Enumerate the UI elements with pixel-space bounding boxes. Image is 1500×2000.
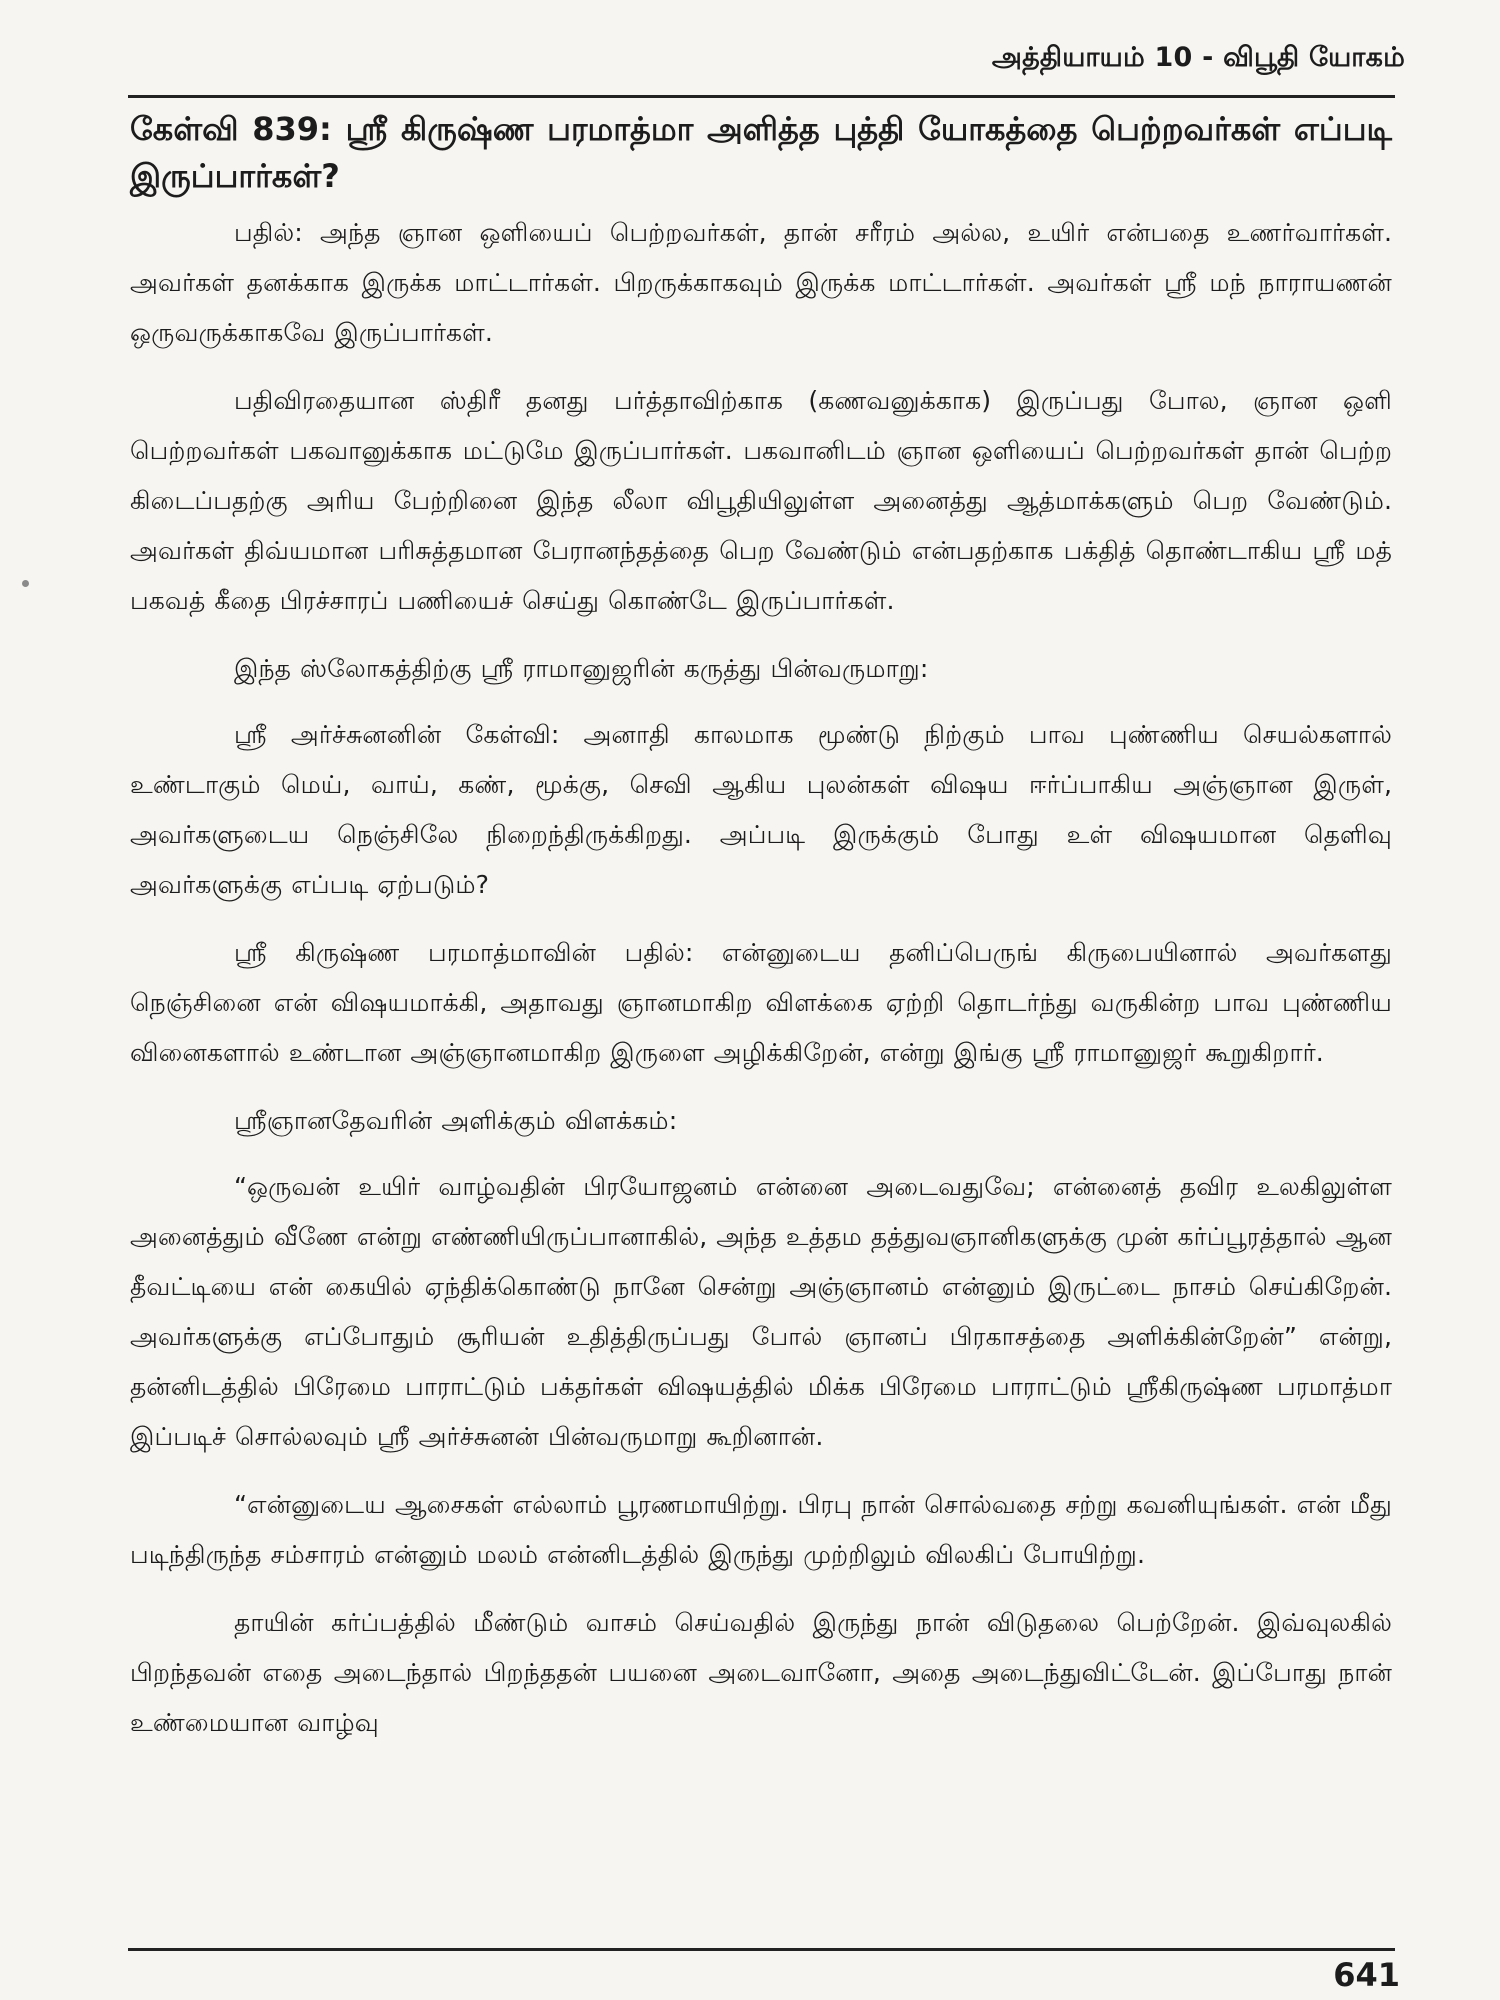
header-rule [128, 95, 1395, 98]
footer-rule [128, 1948, 1395, 1951]
jnanadeva-intro: ஸ்ரீஞானதேவரின் அளிக்கும் விளக்கம்: [234, 1106, 678, 1135]
chapter-running-head: அத்தியாயம் 10 - விபூதி யோகம் [991, 42, 1405, 73]
page-body [130, 106, 1392, 1766]
devotion-paragraph: பதிவிரதையான ஸ்திரீ தனது பர்த்தாவிற்காக (கணவனுக்காக) இருப்பது போல, ஞான ஒளி பெற்றவர்கள் பகவானுக்காக மட்டுமே இருப்பார்கள். பகவானிடம் ஞான ஒளியைப் பெற்றவர்கள் தான் பெற்ற கிடைப்பதற்கு அரிய பேற்றினை இந்த லீலா விபூதியிலுள்ள அனைத்து ஆத்மாக்களும் பெற வேண்டும். அவர்கள் திவ்யமான பரிசுத்தமான பேரானந்தத்தை பெற வேண்டும் என்பதற்காக பக்தித் தொண்டாகிய ஸ்ரீ மத் பகவத் கீதை பிரச்சாரப் பணியைச் செய்து கொண்டே இருப்பார்கள். [130, 386, 1392, 615]
jnanadeva-quote-paragraph: “ஒருவன் உயிர் வாழ்வதின் பிரயோஜனம் என்னை அடைவதுவே; என்னைத் தவிர உலகிலுள்ள அனைத்தும் வீணே என்று எண்ணியிருப்பானாகில், அந்த உத்தம தத்துவஞானிகளுக்கு முன் கர்ப்பூரத்தால் ஆன தீவட்டியை என் கையில் ஏந்திக்கொண்டு நானே சென்று அஞ்ஞானம் என்னும் இருட்டை நாசம் செய்கிறேன். அவர்களுக்கு எப்போதும் சூரியன் உதித்திருப்பது போல் ஞானப் பிரகாசத்தை அளிக்கின்றேன்” என்று, தன்னிடத்தில் பிரேமை பாராட்டும் பக்தர்கள் விஷயத்தில் மிக்க பிரேமை பாராட்டும் ஸ்ரீகிருஷ்ண பரமாத்மா இப்படிச் சொல்லவும் ஸ்ரீ அர்ச்சுனன் பின்வருமாறு கூறினான். [130, 1172, 1392, 1451]
krishna-answer-paragraph: ஸ்ரீ கிருஷ்ண பரமாத்மாவின் பதில்: என்னுடைய தனிப்பெருங் கிருபையினால் அவர்களது நெஞ்சினை என் விஷயமாக்கி, அதாவது ஞானமாகிற விளக்கை ஏற்றி தொடர்ந்து வருகின்ற பாவ புண்ணிய வினைகளால் உண்டான அஞ்ஞானமாகிற இருளை அழிக்கிறேன், என்று இங்கு ஸ்ரீ ராமானுஜர் கூறுகிறார். [130, 938, 1392, 1067]
page-number: 641 [1333, 1956, 1400, 1994]
arjuna-reply-paragraph: “என்னுடைய ஆசைகள் எல்லாம் பூரணமாயிற்று. பிரபு நான் சொல்வதை சற்று கவனியுங்கள். என் மீது படிந்திருந்த சம்சாரம் என்னும் மலம் என்னிடத்தில் இருந்து முற்றிலும் விலகிப் போயிற்று. [130, 1490, 1392, 1569]
liberation-paragraph: தாயின் கர்ப்பத்தில் மீண்டும் வாசம் செய்வதில் இருந்து நான் விடுதலை பெற்றேன். இவ்வுலகில் பிறந்தவன் எதை அடைந்தால் பிறந்ததன் பயனை அடைவானோ, அதை அடைந்துவிட்டேன். இப்போது நான் உண்மையான வாழ்வு [130, 1608, 1392, 1737]
answer-paragraph: பதில்: அந்த ஞான ஒளியைப் பெற்றவர்கள், தான் சரீரம் அல்ல, உயிர் என்பதை உணர்வார்கள். அவர்கள் தனக்காக இருக்க மாட்டார்கள். பிறருக்காகவும் இருக்க மாட்டார்கள். அவர்கள் ஸ்ரீ மந் நாராயணன் ஒருவருக்காகவே இருப்பார்கள். [130, 218, 1392, 347]
ramanuja-intro: இந்த ஸ்லோகத்திற்கு ஸ்ரீ ராமானுஜரின் கருத்து பின்வருமாறு: [234, 654, 929, 683]
arjuna-question-paragraph: ஸ்ரீ அர்ச்சுனனின் கேள்வி: அனாதி காலமாக மூண்டு நிற்கும் பாவ புண்ணிய செயல்களால் உண்டாகும் மெய், வாய், கண், மூக்கு, செவி ஆகிய புலன்கள் விஷய ஈர்ப்பாகிய அஞ்ஞான இருள், அவர்களுடைய நெஞ்சிலே நிறைந்திருக்கிறது. அப்படி இருக்கும் போது உள் விஷயமான தெளிவு அவர்களுக்கு எப்படி ஏற்படும்? [130, 720, 1392, 899]
question-heading: கேள்வி 839: ஸ்ரீ கிருஷ்ண பரமாத்மா அளித்த புத்தி யோகத்தை பெற்றவர்கள் எப்படி இருப்பார்கள்? [130, 110, 1392, 195]
margin-speck [22, 580, 29, 587]
